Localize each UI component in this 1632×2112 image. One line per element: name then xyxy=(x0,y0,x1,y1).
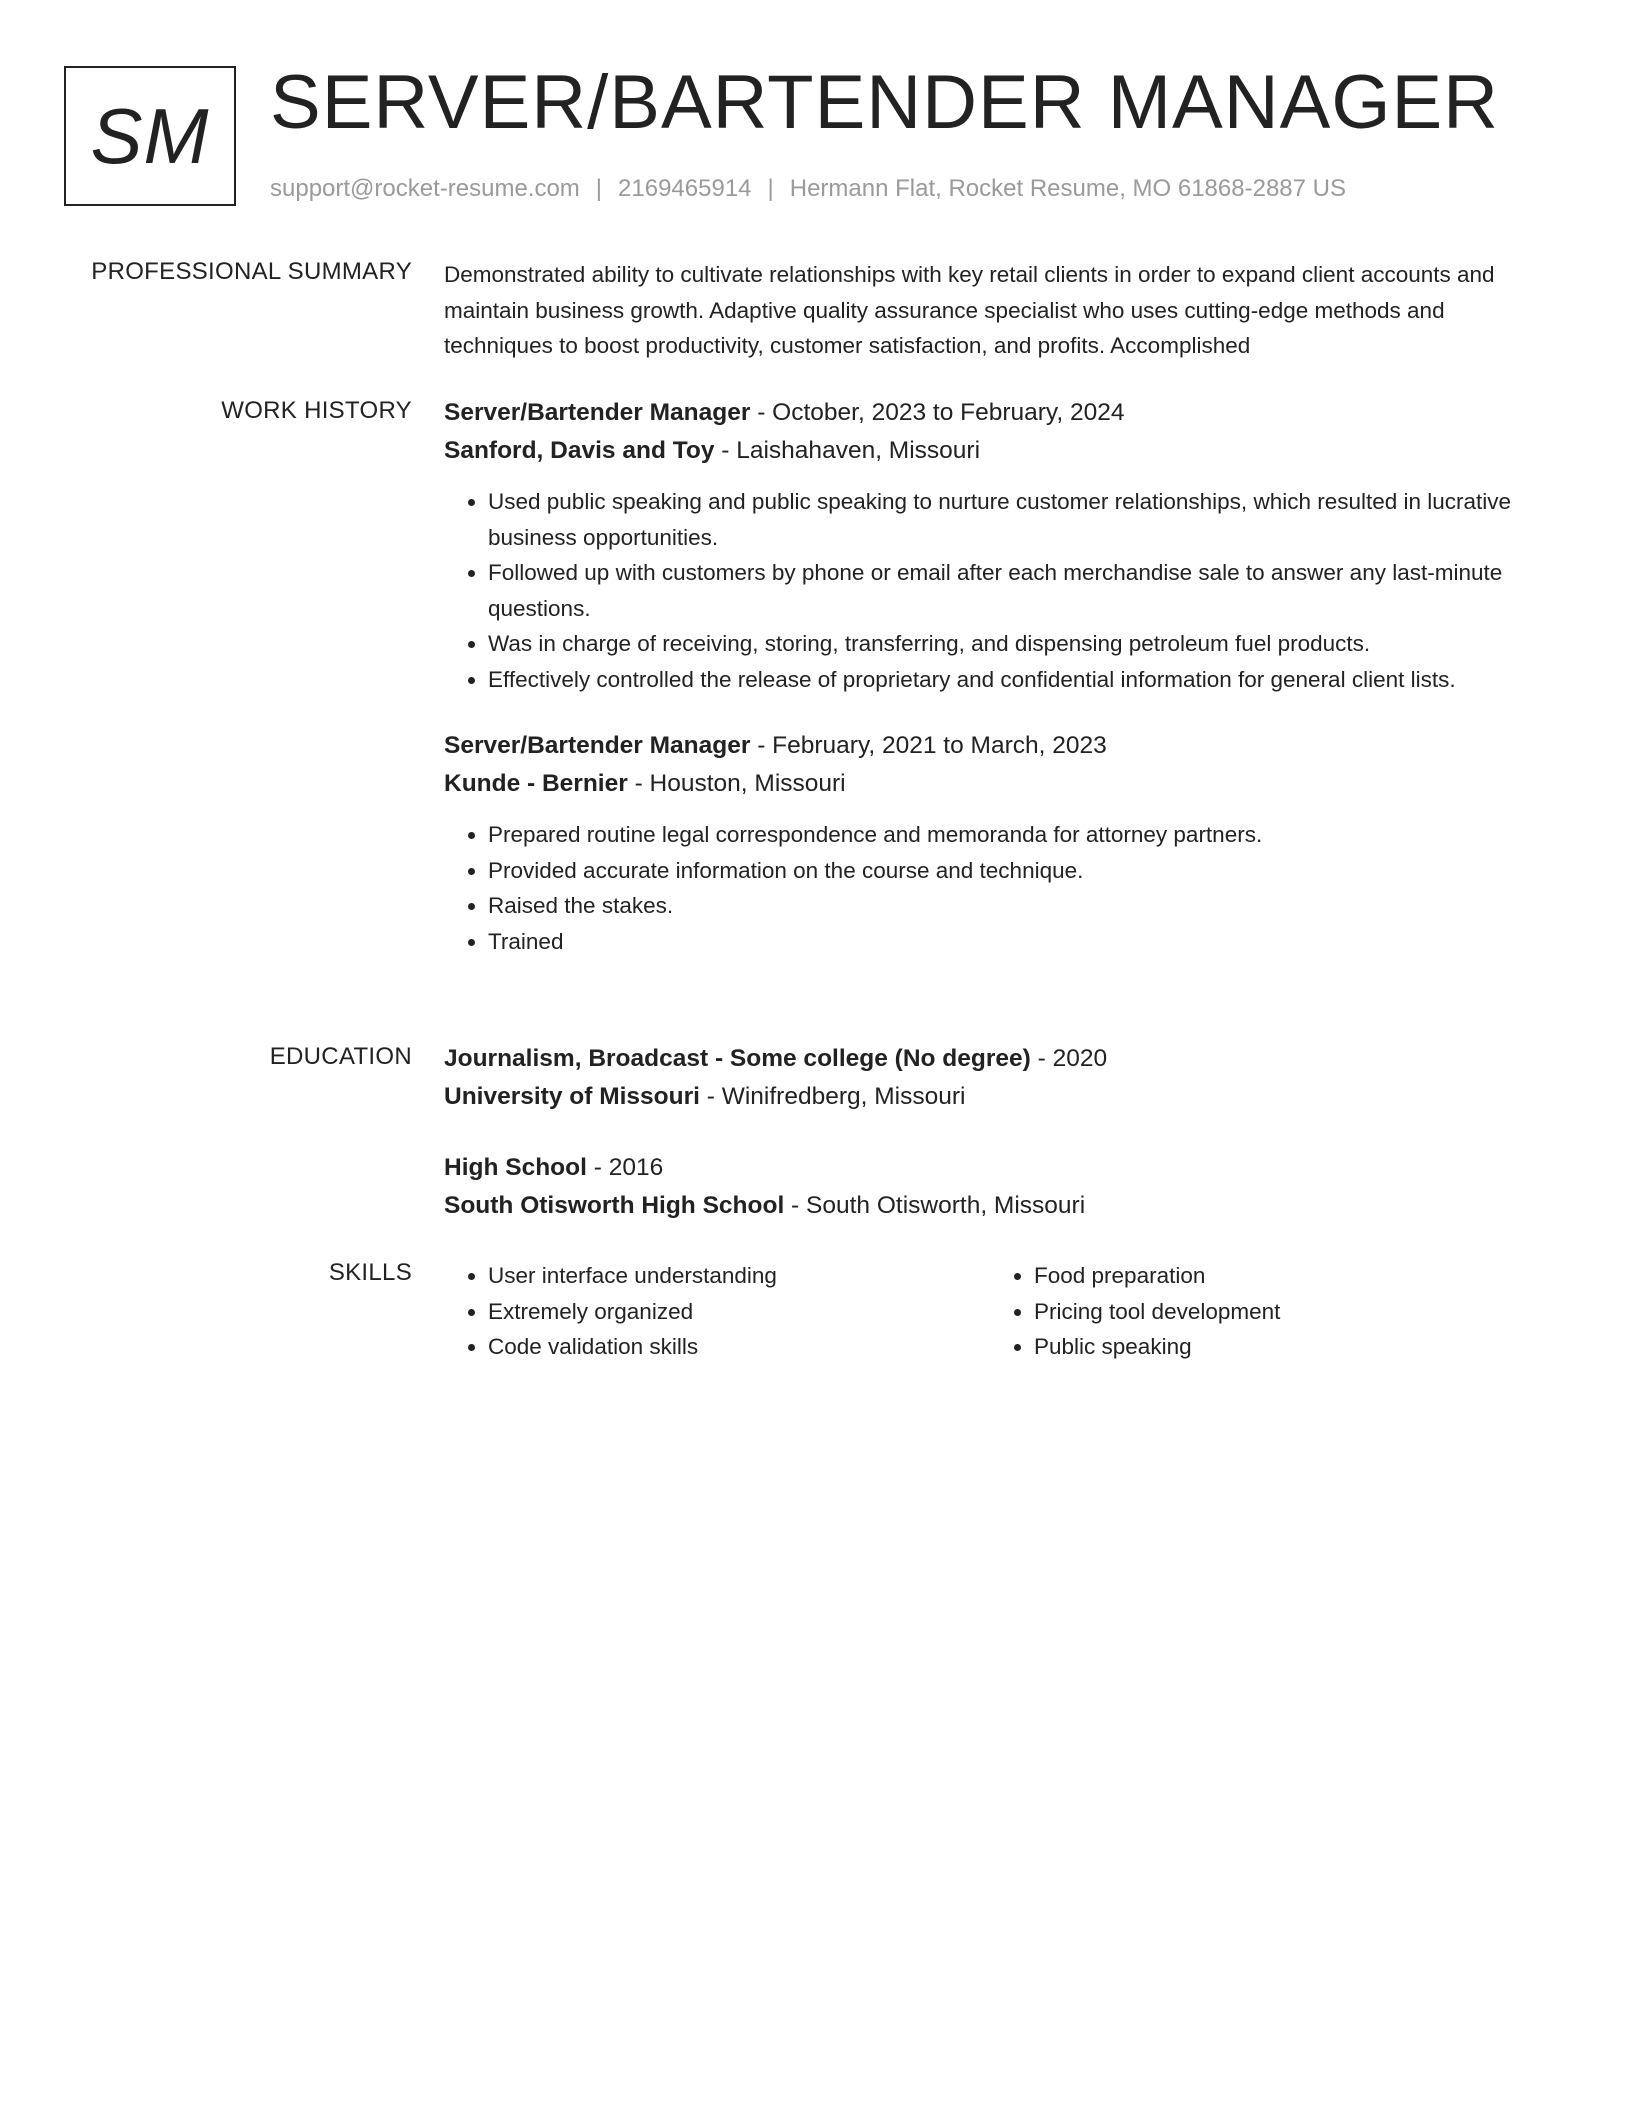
skill-item: • Code validation skills xyxy=(488,1329,990,1365)
skills-list xyxy=(990,1258,1536,1365)
job-company: Sanford, Davis and Toy xyxy=(444,437,715,464)
education-year: - 2016 xyxy=(586,1154,664,1181)
education-body xyxy=(444,1040,1556,1225)
skill-item: • Public speaking xyxy=(1034,1329,1536,1365)
job-bullet: • Trained xyxy=(488,924,1556,960)
monogram-box: SM xyxy=(64,66,236,206)
job-company: Kunde - Bernier xyxy=(444,770,628,797)
education-location: - South Otisworth, Missouri xyxy=(784,1192,1086,1219)
summary-text: Demonstrated ability to cultivate relationships with key retail clients in order to expand client accounts and maintain business growth. Adaptive quality assurance specialist who uses cutting-edge methods and techniques to boost productivity, customer satisfaction, and profits. Accomplished xyxy=(444,262,1495,358)
job-bullet: • Followed up with customers by phone or email after each merchandise sale to answer any last-minute questions. xyxy=(488,555,1556,626)
job-dates: - February, 2021 to March, 2023 xyxy=(750,732,1107,759)
job-bullets xyxy=(444,817,1556,959)
job-location: - Laishahaven, Missouri xyxy=(714,437,981,464)
job-title: Server/Bartender Manager xyxy=(444,399,751,426)
job-bullet: • Provided accurate information on the course and technique. xyxy=(488,853,1556,889)
skills-column-left xyxy=(444,1258,990,1365)
education-degree: High School xyxy=(444,1154,587,1181)
education-school: South Otisworth High School xyxy=(444,1192,785,1219)
work-history-body xyxy=(444,394,1556,959)
skills-heading: SKILLS xyxy=(328,1259,412,1286)
job-bullet: • Raised the stakes. xyxy=(488,888,1556,924)
work-history-heading: WORK HISTORY xyxy=(221,397,412,424)
skill-item: • User interface understanding xyxy=(488,1258,990,1294)
summary-heading: PROFESSIONAL SUMMARY xyxy=(91,258,412,285)
job-bullet: • Effectively controlled the release of proprietary and confidential information for general client lists. xyxy=(488,662,1556,698)
education-entry xyxy=(444,1040,1556,1116)
job-title: Server/Bartender Manager xyxy=(444,732,751,759)
education-year: - 2020 xyxy=(1030,1045,1108,1072)
job-title-line xyxy=(444,394,1556,432)
job-title-line xyxy=(444,727,1556,765)
job-bullet: • Prepared routine legal correspondence and memoranda for attorney partners. xyxy=(488,817,1556,853)
contact-phone: 2169465914 xyxy=(618,175,752,202)
education-school-line xyxy=(444,1078,1556,1116)
job-company-line xyxy=(444,432,1556,470)
skills-column-right xyxy=(990,1258,1536,1365)
skills-body xyxy=(444,1258,1556,1365)
contact-line xyxy=(270,174,1346,204)
education-heading: EDUCATION xyxy=(269,1043,412,1070)
job-bullets xyxy=(444,484,1556,697)
contact-address: Hermann Flat, Rocket Resume, MO 61868-2887 US xyxy=(789,175,1346,202)
education-location: - Winifredberg, Missouri xyxy=(699,1083,966,1110)
job-location: - Houston, Missouri xyxy=(627,770,846,797)
job-entry xyxy=(444,727,1556,959)
education-school: University of Missouri xyxy=(444,1083,700,1110)
education-degree-line xyxy=(444,1149,1556,1187)
contact-email: support@rocket-resume.com xyxy=(270,175,580,202)
skill-item: • Food preparation xyxy=(1034,1258,1536,1294)
skill-item: • Pricing tool development xyxy=(1034,1294,1536,1330)
job-dates: - October, 2023 to February, 2024 xyxy=(750,399,1125,426)
contact-separator: | xyxy=(767,175,774,202)
skill-item: • Extremely organized xyxy=(488,1294,990,1330)
job-bullet: • Was in charge of receiving, storing, transferring, and dispensing petroleum fuel products. xyxy=(488,626,1556,662)
education-school-line xyxy=(444,1187,1556,1225)
contact-separator: | xyxy=(595,175,603,202)
education-degree-line xyxy=(444,1040,1556,1078)
education-entry xyxy=(444,1149,1556,1225)
skills-list xyxy=(444,1258,990,1365)
job-entry xyxy=(444,394,1556,697)
job-company-line xyxy=(444,765,1556,803)
job-bullet: • Used public speaking and public speaking to nurture customer relationships, which resulted in lucrative business opportunities. xyxy=(488,484,1556,555)
skills-columns xyxy=(444,1258,1556,1365)
education-degree: Journalism, Broadcast - Some college (No degree) xyxy=(444,1045,1031,1072)
page-title: SERVER/BARTENDER MANAGER xyxy=(270,60,1500,145)
